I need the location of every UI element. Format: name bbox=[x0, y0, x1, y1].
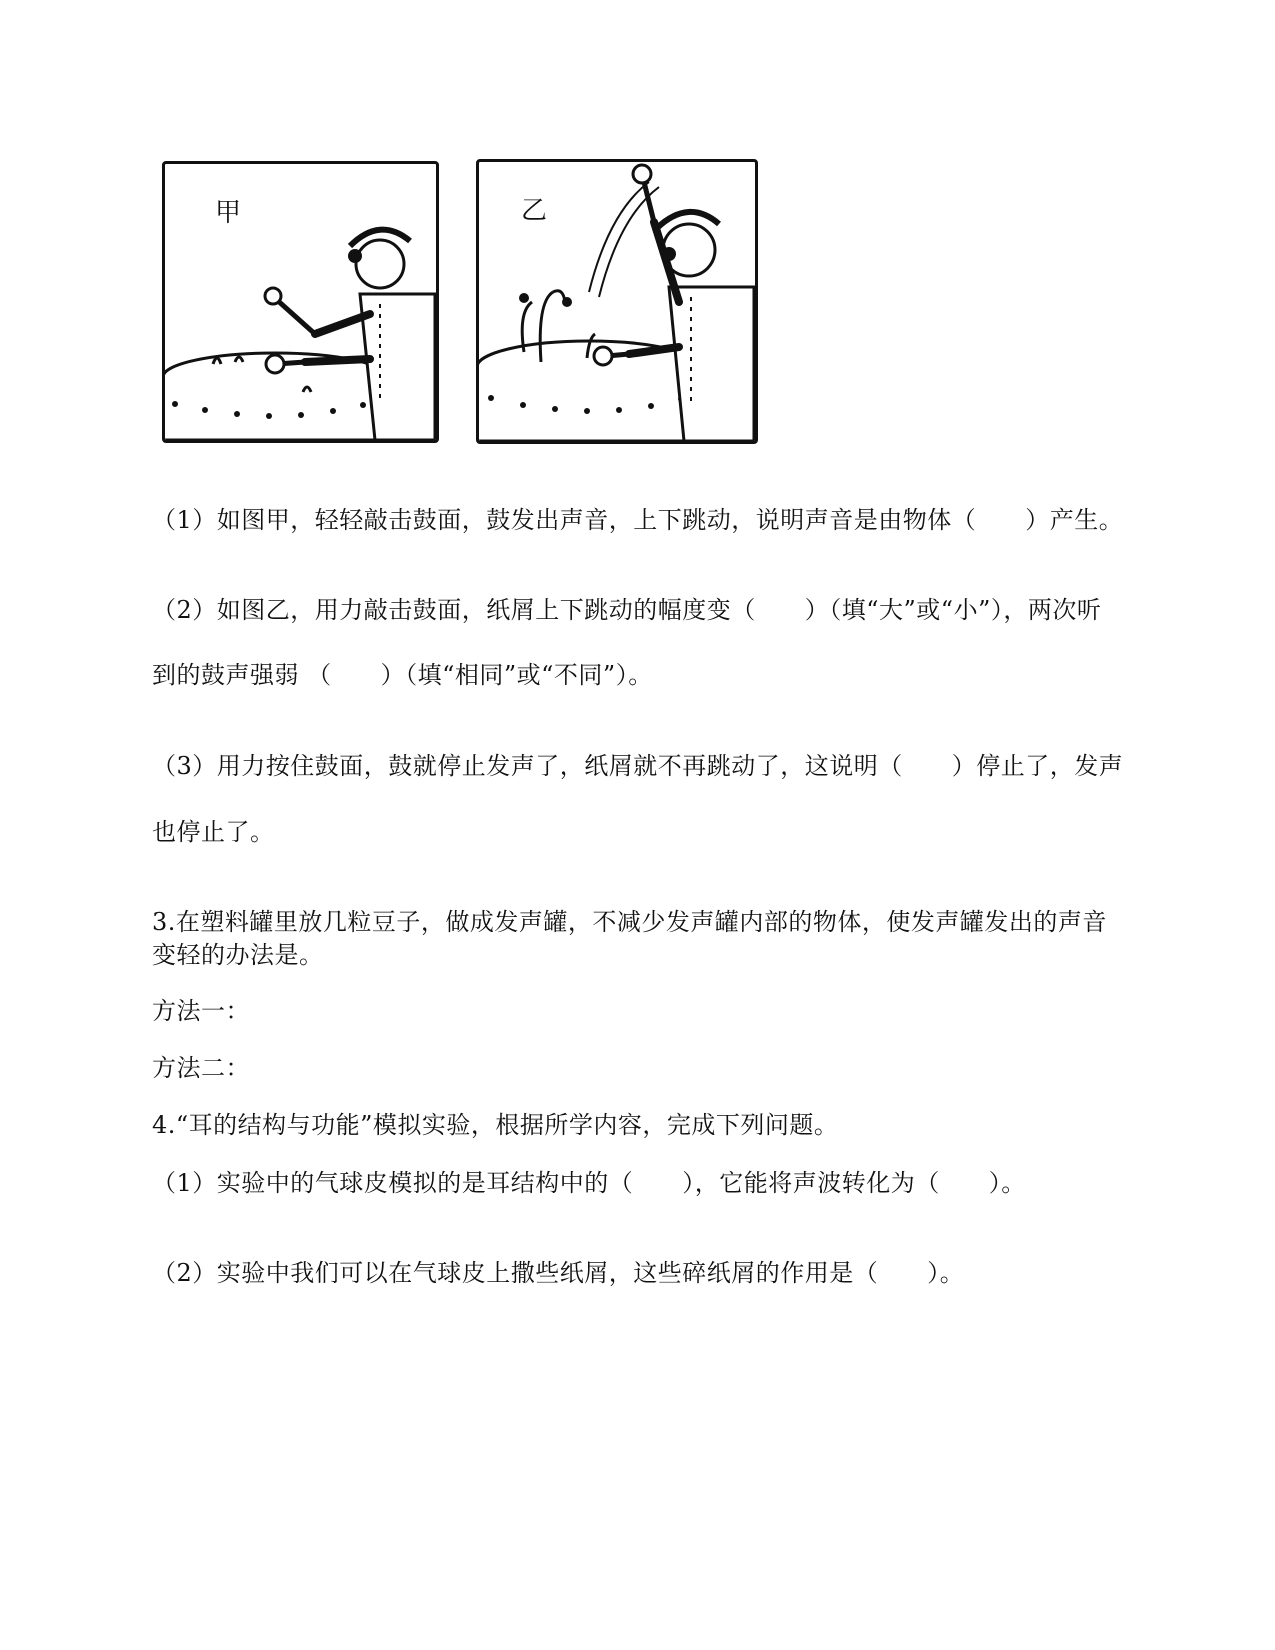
q3-method2: 方法二： bbox=[152, 1054, 250, 1082]
q4-stem: 4.“耳的结构与功能”模拟实验，根据所学内容，完成下列问题。 bbox=[152, 1111, 839, 1139]
q2-part3-line1: （3）用力按住鼓面，鼓就停止发声了，纸屑就不再跳动了，这说明（ ）停止了，发声 bbox=[152, 752, 1124, 780]
q3-stem-line1: 3.在塑料罐里放几粒豆子，做成发声罐，不减少发声罐内部的物体，使发声罐发出的声音 bbox=[152, 908, 1107, 936]
q4-part2: （2）实验中我们可以在气球皮上撒些纸屑，这些碎纸屑的作用是（ ）。 bbox=[152, 1259, 965, 1287]
q2-part2-line1: （2）如图乙，用力敲击鼓面，纸屑上下跳动的幅度变（ ）（填“大”或“小”），两次听 bbox=[152, 596, 1102, 624]
figure-panel-a bbox=[162, 161, 439, 443]
q2-part1: （1）如图甲，轻轻敲击鼓面，鼓发出声音，上下跳动，说明声音是由物体（ ）产生。 bbox=[152, 506, 1124, 534]
panel-label-a: 甲 bbox=[215, 198, 242, 228]
panel-label-b: 乙 bbox=[521, 196, 548, 226]
q3-stem-line2: 变轻的办法是。 bbox=[152, 941, 324, 969]
figure-panel-b bbox=[476, 159, 758, 444]
q3-method1: 方法一： bbox=[152, 997, 250, 1025]
q4-part1: （1）实验中的气球皮模拟的是耳结构中的（ ），它能将声波转化为（ ）。 bbox=[152, 1169, 1026, 1197]
q2-part2-line2: 到的鼓声强弱 （ ）（填“相同”或“不同”）。 bbox=[152, 661, 653, 689]
drum-gentle-illustration bbox=[165, 164, 436, 440]
q2-part3-line2: 也停止了。 bbox=[152, 818, 275, 846]
